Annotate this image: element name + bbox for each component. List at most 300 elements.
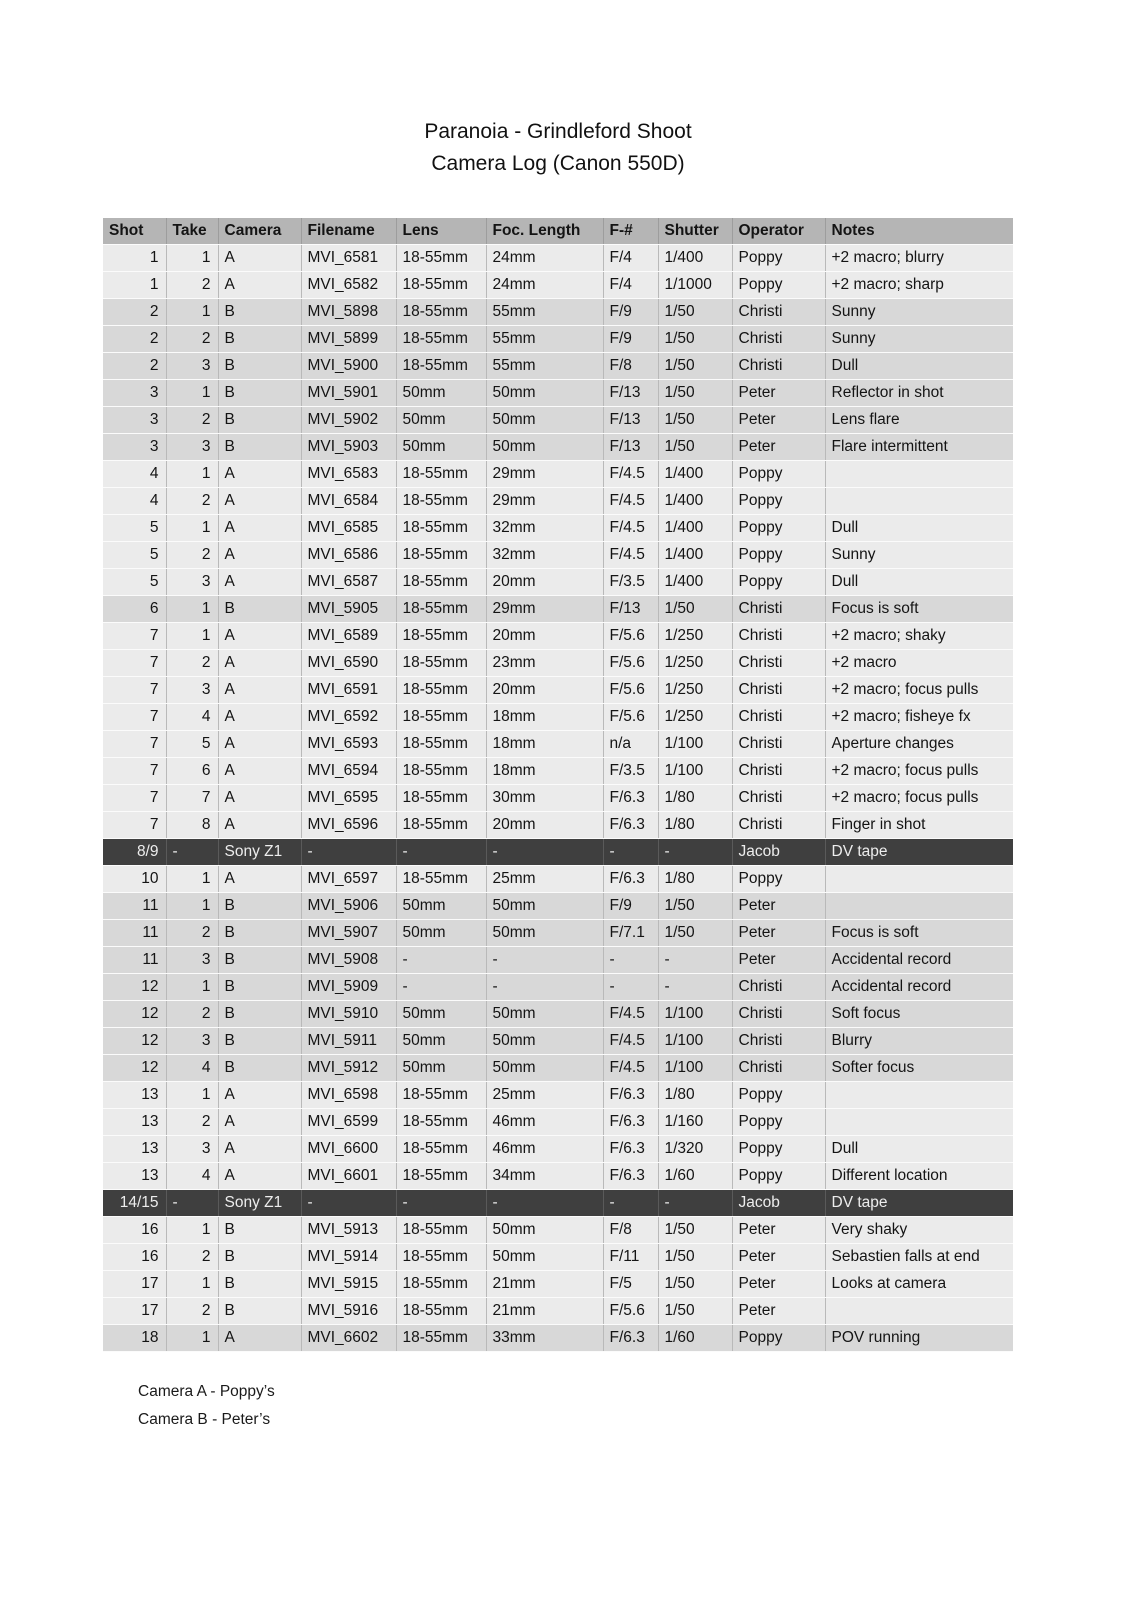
cell-notes: Focus is soft bbox=[825, 596, 1013, 623]
cell-camera: A bbox=[218, 812, 301, 839]
cell-shot: 13 bbox=[103, 1082, 166, 1109]
cell-fnum: F/13 bbox=[603, 407, 658, 434]
cell-fnum: F/13 bbox=[603, 596, 658, 623]
cell-lens: 18-55mm bbox=[396, 1244, 486, 1271]
table-row bbox=[103, 920, 1013, 947]
cell-filename: MVI_6581 bbox=[301, 245, 396, 272]
cell-camera: B bbox=[218, 974, 301, 1001]
cell-take: 2 bbox=[166, 650, 218, 677]
cell-filename: MVI_6598 bbox=[301, 1082, 396, 1109]
cell-operator: Poppy bbox=[732, 866, 825, 893]
cell-foclength: 50mm bbox=[486, 380, 603, 407]
cell-fnum: F/6.3 bbox=[603, 1325, 658, 1352]
cell-shot: 12 bbox=[103, 1055, 166, 1082]
cell-operator: Christi bbox=[732, 704, 825, 731]
cell-fnum: F/13 bbox=[603, 434, 658, 461]
cell-filename: MVI_6582 bbox=[301, 272, 396, 299]
cell-take: 1 bbox=[166, 1271, 218, 1298]
camera-a-legend: Camera A - Poppy’s bbox=[138, 1383, 275, 1400]
cell-fnum: F/6.3 bbox=[603, 1082, 658, 1109]
cell-lens: 18-55mm bbox=[396, 1325, 486, 1352]
cell-filename: MVI_5910 bbox=[301, 1001, 396, 1028]
cell-notes: +2 macro; focus pulls bbox=[825, 677, 1013, 704]
cell-shutter: 1/80 bbox=[658, 866, 732, 893]
cell-fnum: F/5.6 bbox=[603, 677, 658, 704]
cell-lens: 18-55mm bbox=[396, 623, 486, 650]
cell-foclength: 29mm bbox=[486, 461, 603, 488]
cell-filename: MVI_6587 bbox=[301, 569, 396, 596]
cell-take: 1 bbox=[166, 461, 218, 488]
cell-operator: Jacob bbox=[732, 839, 825, 866]
cell-fnum: F/4.5 bbox=[603, 461, 658, 488]
cell-camera: A bbox=[218, 704, 301, 731]
cell-notes bbox=[825, 1298, 1013, 1325]
cell-camera: A bbox=[218, 1163, 301, 1190]
cell-lens: 18-55mm bbox=[396, 1136, 486, 1163]
cell-notes: Accidental record bbox=[825, 974, 1013, 1001]
cell-lens: 18-55mm bbox=[396, 866, 486, 893]
cell-camera: B bbox=[218, 1001, 301, 1028]
cell-camera: A bbox=[218, 1082, 301, 1109]
table-row bbox=[103, 866, 1013, 893]
cell-notes: Lens flare bbox=[825, 407, 1013, 434]
cell-operator: Peter bbox=[732, 920, 825, 947]
cell-shutter: 1/50 bbox=[658, 407, 732, 434]
cell-take: 4 bbox=[166, 1055, 218, 1082]
cell-notes: Softer focus bbox=[825, 1055, 1013, 1082]
cell-camera: B bbox=[218, 299, 301, 326]
cell-filename: MVI_6591 bbox=[301, 677, 396, 704]
cell-foclength: - bbox=[486, 974, 603, 1001]
cell-filename: MVI_5911 bbox=[301, 1028, 396, 1055]
cell-shutter: 1/250 bbox=[658, 650, 732, 677]
cell-shot: 4 bbox=[103, 488, 166, 515]
cell-shutter: 1/50 bbox=[658, 1298, 732, 1325]
cell-lens: - bbox=[396, 974, 486, 1001]
cell-notes: Sunny bbox=[825, 542, 1013, 569]
table-row bbox=[103, 623, 1013, 650]
cell-foclength: 50mm bbox=[486, 1217, 603, 1244]
sony-tape-row bbox=[103, 839, 1013, 866]
cell-lens: 18-55mm bbox=[396, 596, 486, 623]
cell-foclength: 24mm bbox=[486, 245, 603, 272]
cell-take: 2 bbox=[166, 1244, 218, 1271]
table-body bbox=[103, 245, 1013, 1352]
cell-notes bbox=[825, 461, 1013, 488]
document-title-line2: Camera Log (Canon 550D) bbox=[431, 152, 685, 175]
cell-lens: 18-55mm bbox=[396, 785, 486, 812]
column-header-notes: Notes bbox=[825, 218, 1013, 245]
cell-filename: MVI_5913 bbox=[301, 1217, 396, 1244]
cell-filename: MVI_6600 bbox=[301, 1136, 396, 1163]
cell-fnum: F/5.6 bbox=[603, 704, 658, 731]
cell-lens: 50mm bbox=[396, 920, 486, 947]
cell-operator: Christi bbox=[732, 650, 825, 677]
cell-lens: 18-55mm bbox=[396, 1163, 486, 1190]
cell-notes: Looks at camera bbox=[825, 1271, 1013, 1298]
cell-foclength: 50mm bbox=[486, 407, 603, 434]
cell-shutter: - bbox=[658, 839, 732, 866]
cell-camera: A bbox=[218, 623, 301, 650]
camera-log-table bbox=[103, 218, 1013, 1352]
cell-notes: Aperture changes bbox=[825, 731, 1013, 758]
cell-fnum: F/6.3 bbox=[603, 1136, 658, 1163]
cell-operator: Christi bbox=[732, 1001, 825, 1028]
cell-lens: - bbox=[396, 1190, 486, 1217]
cell-camera: A bbox=[218, 866, 301, 893]
table-row bbox=[103, 1244, 1013, 1271]
cell-shot: 12 bbox=[103, 1028, 166, 1055]
cell-lens: 18-55mm bbox=[396, 1109, 486, 1136]
cell-shutter: 1/50 bbox=[658, 353, 732, 380]
cell-filename: MVI_6595 bbox=[301, 785, 396, 812]
cell-shutter: 1/50 bbox=[658, 596, 732, 623]
cell-shot: 3 bbox=[103, 407, 166, 434]
camera-legend bbox=[138, 1378, 275, 1434]
cell-operator: Peter bbox=[732, 434, 825, 461]
cell-camera: A bbox=[218, 515, 301, 542]
cell-filename: MVI_5899 bbox=[301, 326, 396, 353]
cell-shutter: 1/50 bbox=[658, 434, 732, 461]
cell-camera: A bbox=[218, 1109, 301, 1136]
cell-lens: 18-55mm bbox=[396, 1271, 486, 1298]
cell-notes bbox=[825, 866, 1013, 893]
cell-filename: MVI_6596 bbox=[301, 812, 396, 839]
cell-shutter: 1/50 bbox=[658, 1271, 732, 1298]
cell-foclength: 50mm bbox=[486, 1028, 603, 1055]
cell-shutter: 1/160 bbox=[658, 1109, 732, 1136]
cell-notes: Soft focus bbox=[825, 1001, 1013, 1028]
cell-shutter: 1/400 bbox=[658, 542, 732, 569]
cell-filename: MVI_6585 bbox=[301, 515, 396, 542]
cell-shot: 1 bbox=[103, 272, 166, 299]
cell-filename: MVI_5900 bbox=[301, 353, 396, 380]
cell-camera: B bbox=[218, 596, 301, 623]
cell-camera: A bbox=[218, 569, 301, 596]
cell-notes: +2 macro; blurry bbox=[825, 245, 1013, 272]
cell-filename: MVI_5908 bbox=[301, 947, 396, 974]
cell-shot: 7 bbox=[103, 623, 166, 650]
cell-lens: 18-55mm bbox=[396, 1217, 486, 1244]
cell-take: 2 bbox=[166, 326, 218, 353]
cell-take: 3 bbox=[166, 1136, 218, 1163]
cell-foclength: 50mm bbox=[486, 1055, 603, 1082]
cell-take: 1 bbox=[166, 596, 218, 623]
cell-lens: 50mm bbox=[396, 1001, 486, 1028]
cell-shot: 7 bbox=[103, 677, 166, 704]
cell-lens: 50mm bbox=[396, 1055, 486, 1082]
cell-notes: Dull bbox=[825, 515, 1013, 542]
cell-fnum: F/6.3 bbox=[603, 866, 658, 893]
cell-operator: Poppy bbox=[732, 1325, 825, 1352]
cell-shot: 4 bbox=[103, 461, 166, 488]
cell-operator: Poppy bbox=[732, 1082, 825, 1109]
cell-camera: B bbox=[218, 407, 301, 434]
cell-filename: - bbox=[301, 1190, 396, 1217]
cell-shot: 14/15 bbox=[103, 1190, 166, 1217]
cell-take: 6 bbox=[166, 758, 218, 785]
cell-camera: B bbox=[218, 1298, 301, 1325]
cell-foclength: 24mm bbox=[486, 272, 603, 299]
cell-filename: MVI_5901 bbox=[301, 380, 396, 407]
cell-shutter: 1/100 bbox=[658, 731, 732, 758]
table-row bbox=[103, 974, 1013, 1001]
cell-take: 3 bbox=[166, 1028, 218, 1055]
cell-camera: A bbox=[218, 461, 301, 488]
cell-filename: MVI_5905 bbox=[301, 596, 396, 623]
cell-shot: 12 bbox=[103, 1001, 166, 1028]
table-row bbox=[103, 1136, 1013, 1163]
cell-take: 2 bbox=[166, 488, 218, 515]
cell-operator: Peter bbox=[732, 947, 825, 974]
cell-notes: DV tape bbox=[825, 839, 1013, 866]
cell-filename: MVI_6590 bbox=[301, 650, 396, 677]
cell-take: 1 bbox=[166, 893, 218, 920]
cell-lens: 18-55mm bbox=[396, 650, 486, 677]
cell-foclength: 46mm bbox=[486, 1136, 603, 1163]
table-row bbox=[103, 1271, 1013, 1298]
cell-take: 2 bbox=[166, 542, 218, 569]
cell-fnum: - bbox=[603, 839, 658, 866]
cell-shutter: 1/50 bbox=[658, 1217, 732, 1244]
cell-notes: Finger in shot bbox=[825, 812, 1013, 839]
table-row bbox=[103, 1163, 1013, 1190]
cell-operator: Jacob bbox=[732, 1190, 825, 1217]
cell-camera: B bbox=[218, 1217, 301, 1244]
cell-fnum: F/6.3 bbox=[603, 785, 658, 812]
cell-notes: +2 macro; fisheye fx bbox=[825, 704, 1013, 731]
cell-take: 2 bbox=[166, 1298, 218, 1325]
cell-foclength: 32mm bbox=[486, 515, 603, 542]
cell-operator: Poppy bbox=[732, 245, 825, 272]
column-header-foclength: Foc. Length bbox=[486, 218, 603, 245]
cell-filename: MVI_5906 bbox=[301, 893, 396, 920]
cell-camera: B bbox=[218, 326, 301, 353]
cell-filename: MVI_6599 bbox=[301, 1109, 396, 1136]
cell-operator: Poppy bbox=[732, 1109, 825, 1136]
cell-take: 2 bbox=[166, 1109, 218, 1136]
cell-camera: B bbox=[218, 1244, 301, 1271]
cell-fnum: F/4.5 bbox=[603, 1028, 658, 1055]
cell-take: 3 bbox=[166, 677, 218, 704]
table-row bbox=[103, 434, 1013, 461]
cell-notes: Different location bbox=[825, 1163, 1013, 1190]
cell-lens: 18-55mm bbox=[396, 542, 486, 569]
cell-lens: 18-55mm bbox=[396, 1298, 486, 1325]
cell-take: 1 bbox=[166, 1325, 218, 1352]
cell-shutter: 1/250 bbox=[658, 704, 732, 731]
cell-operator: Poppy bbox=[732, 461, 825, 488]
cell-shutter: 1/50 bbox=[658, 920, 732, 947]
cell-filename: MVI_5914 bbox=[301, 1244, 396, 1271]
table-row bbox=[103, 1109, 1013, 1136]
cell-take: 2 bbox=[166, 920, 218, 947]
cell-operator: Christi bbox=[732, 299, 825, 326]
cell-shot: 5 bbox=[103, 569, 166, 596]
column-header-shot: Shot bbox=[103, 218, 166, 245]
cell-fnum: F/8 bbox=[603, 353, 658, 380]
cell-take: 2 bbox=[166, 1001, 218, 1028]
cell-foclength: 34mm bbox=[486, 1163, 603, 1190]
cell-fnum: F/6.3 bbox=[603, 812, 658, 839]
cell-camera: A bbox=[218, 272, 301, 299]
cell-shutter: 1/400 bbox=[658, 461, 732, 488]
cell-shot: 13 bbox=[103, 1136, 166, 1163]
cell-camera: A bbox=[218, 1325, 301, 1352]
cell-operator: Christi bbox=[732, 353, 825, 380]
cell-camera: B bbox=[218, 1028, 301, 1055]
table-row bbox=[103, 245, 1013, 272]
cell-shutter: - bbox=[658, 947, 732, 974]
cell-notes: +2 macro bbox=[825, 650, 1013, 677]
cell-take: 1 bbox=[166, 623, 218, 650]
cell-foclength: 29mm bbox=[486, 488, 603, 515]
cell-camera: A bbox=[218, 245, 301, 272]
cell-shot: 7 bbox=[103, 785, 166, 812]
cell-camera: B bbox=[218, 947, 301, 974]
cell-lens: 18-55mm bbox=[396, 812, 486, 839]
table-row bbox=[103, 785, 1013, 812]
cell-take: 3 bbox=[166, 569, 218, 596]
cell-fnum: - bbox=[603, 974, 658, 1001]
cell-fnum: F/4 bbox=[603, 245, 658, 272]
cell-operator: Peter bbox=[732, 1271, 825, 1298]
cell-shutter: 1/50 bbox=[658, 893, 732, 920]
cell-shutter: - bbox=[658, 1190, 732, 1217]
cell-fnum: F/6.3 bbox=[603, 1163, 658, 1190]
cell-shot: 3 bbox=[103, 380, 166, 407]
cell-operator: Peter bbox=[732, 1244, 825, 1271]
cell-notes: Blurry bbox=[825, 1028, 1013, 1055]
cell-camera: Sony Z1 bbox=[218, 839, 301, 866]
cell-shot: 2 bbox=[103, 353, 166, 380]
cell-shot: 2 bbox=[103, 299, 166, 326]
cell-camera: A bbox=[218, 488, 301, 515]
cell-fnum: F/5 bbox=[603, 1271, 658, 1298]
cell-shutter: - bbox=[658, 974, 732, 1001]
table-row bbox=[103, 407, 1013, 434]
cell-shutter: 1/400 bbox=[658, 569, 732, 596]
cell-lens: 18-55mm bbox=[396, 569, 486, 596]
cell-filename: MVI_6601 bbox=[301, 1163, 396, 1190]
cell-notes bbox=[825, 1082, 1013, 1109]
cell-notes: Sunny bbox=[825, 326, 1013, 353]
column-header-camera: Camera bbox=[218, 218, 301, 245]
sony-tape-row bbox=[103, 1190, 1013, 1217]
table-row bbox=[103, 731, 1013, 758]
cell-operator: Peter bbox=[732, 407, 825, 434]
cell-shutter: 1/80 bbox=[658, 1082, 732, 1109]
cell-shutter: 1/50 bbox=[658, 299, 732, 326]
cell-lens: 18-55mm bbox=[396, 353, 486, 380]
cell-shutter: 1/60 bbox=[658, 1163, 732, 1190]
cell-take: 1 bbox=[166, 1082, 218, 1109]
cell-shot: 5 bbox=[103, 542, 166, 569]
table-row bbox=[103, 650, 1013, 677]
cell-shutter: 1/60 bbox=[658, 1325, 732, 1352]
table-row bbox=[103, 461, 1013, 488]
table-row bbox=[103, 515, 1013, 542]
cell-shutter: 1/320 bbox=[658, 1136, 732, 1163]
cell-fnum: F/6.3 bbox=[603, 1109, 658, 1136]
cell-operator: Christi bbox=[732, 974, 825, 1001]
cell-camera: B bbox=[218, 353, 301, 380]
cell-shutter: 1/250 bbox=[658, 623, 732, 650]
cell-shutter: 1/100 bbox=[658, 1055, 732, 1082]
cell-operator: Peter bbox=[732, 380, 825, 407]
cell-fnum: F/13 bbox=[603, 380, 658, 407]
cell-lens: 18-55mm bbox=[396, 272, 486, 299]
cell-shutter: 1/400 bbox=[658, 488, 732, 515]
cell-operator: Christi bbox=[732, 623, 825, 650]
cell-foclength: - bbox=[486, 1190, 603, 1217]
cell-shot: 12 bbox=[103, 974, 166, 1001]
cell-shutter: 1/100 bbox=[658, 1028, 732, 1055]
cell-take: 3 bbox=[166, 434, 218, 461]
cell-camera: B bbox=[218, 434, 301, 461]
cell-camera: B bbox=[218, 1055, 301, 1082]
cell-notes bbox=[825, 893, 1013, 920]
cell-fnum: F/5.6 bbox=[603, 650, 658, 677]
table-row bbox=[103, 812, 1013, 839]
cell-camera: B bbox=[218, 893, 301, 920]
table-row bbox=[103, 1082, 1013, 1109]
column-header-filename: Filename bbox=[301, 218, 396, 245]
cell-filename: MVI_6583 bbox=[301, 461, 396, 488]
cell-fnum: F/11 bbox=[603, 1244, 658, 1271]
column-header-shutter: Shutter bbox=[658, 218, 732, 245]
cell-filename: MVI_6592 bbox=[301, 704, 396, 731]
cell-take: - bbox=[166, 839, 218, 866]
column-header-fnum: F-# bbox=[603, 218, 658, 245]
cell-filename: MVI_5916 bbox=[301, 1298, 396, 1325]
cell-shutter: 1/1000 bbox=[658, 272, 732, 299]
cell-shot: 11 bbox=[103, 947, 166, 974]
cell-operator: Poppy bbox=[732, 1136, 825, 1163]
cell-operator: Christi bbox=[732, 596, 825, 623]
cell-filename: MVI_6589 bbox=[301, 623, 396, 650]
cell-filename: MVI_6584 bbox=[301, 488, 396, 515]
cell-camera: A bbox=[218, 731, 301, 758]
camera-b-legend: Camera B - Peter’s bbox=[138, 1411, 271, 1428]
cell-filename: MVI_5912 bbox=[301, 1055, 396, 1082]
cell-filename: MVI_6597 bbox=[301, 866, 396, 893]
cell-shutter: 1/100 bbox=[658, 758, 732, 785]
cell-fnum: F/5.6 bbox=[603, 1298, 658, 1325]
cell-shot: 8/9 bbox=[103, 839, 166, 866]
cell-camera: A bbox=[218, 758, 301, 785]
table-row bbox=[103, 677, 1013, 704]
cell-shot: 13 bbox=[103, 1163, 166, 1190]
cell-foclength: 18mm bbox=[486, 704, 603, 731]
cell-operator: Peter bbox=[732, 1217, 825, 1244]
cell-operator: Christi bbox=[732, 677, 825, 704]
cell-lens: 18-55mm bbox=[396, 245, 486, 272]
table-row bbox=[103, 1028, 1013, 1055]
cell-shutter: 1/50 bbox=[658, 326, 732, 353]
cell-shot: 10 bbox=[103, 866, 166, 893]
cell-shot: 7 bbox=[103, 704, 166, 731]
cell-fnum: F/7.1 bbox=[603, 920, 658, 947]
cell-notes: +2 macro; focus pulls bbox=[825, 785, 1013, 812]
cell-camera: A bbox=[218, 650, 301, 677]
cell-notes: +2 macro; sharp bbox=[825, 272, 1013, 299]
table-row bbox=[103, 596, 1013, 623]
cell-notes: DV tape bbox=[825, 1190, 1013, 1217]
cell-foclength: - bbox=[486, 839, 603, 866]
cell-foclength: 21mm bbox=[486, 1271, 603, 1298]
cell-lens: 18-55mm bbox=[396, 515, 486, 542]
